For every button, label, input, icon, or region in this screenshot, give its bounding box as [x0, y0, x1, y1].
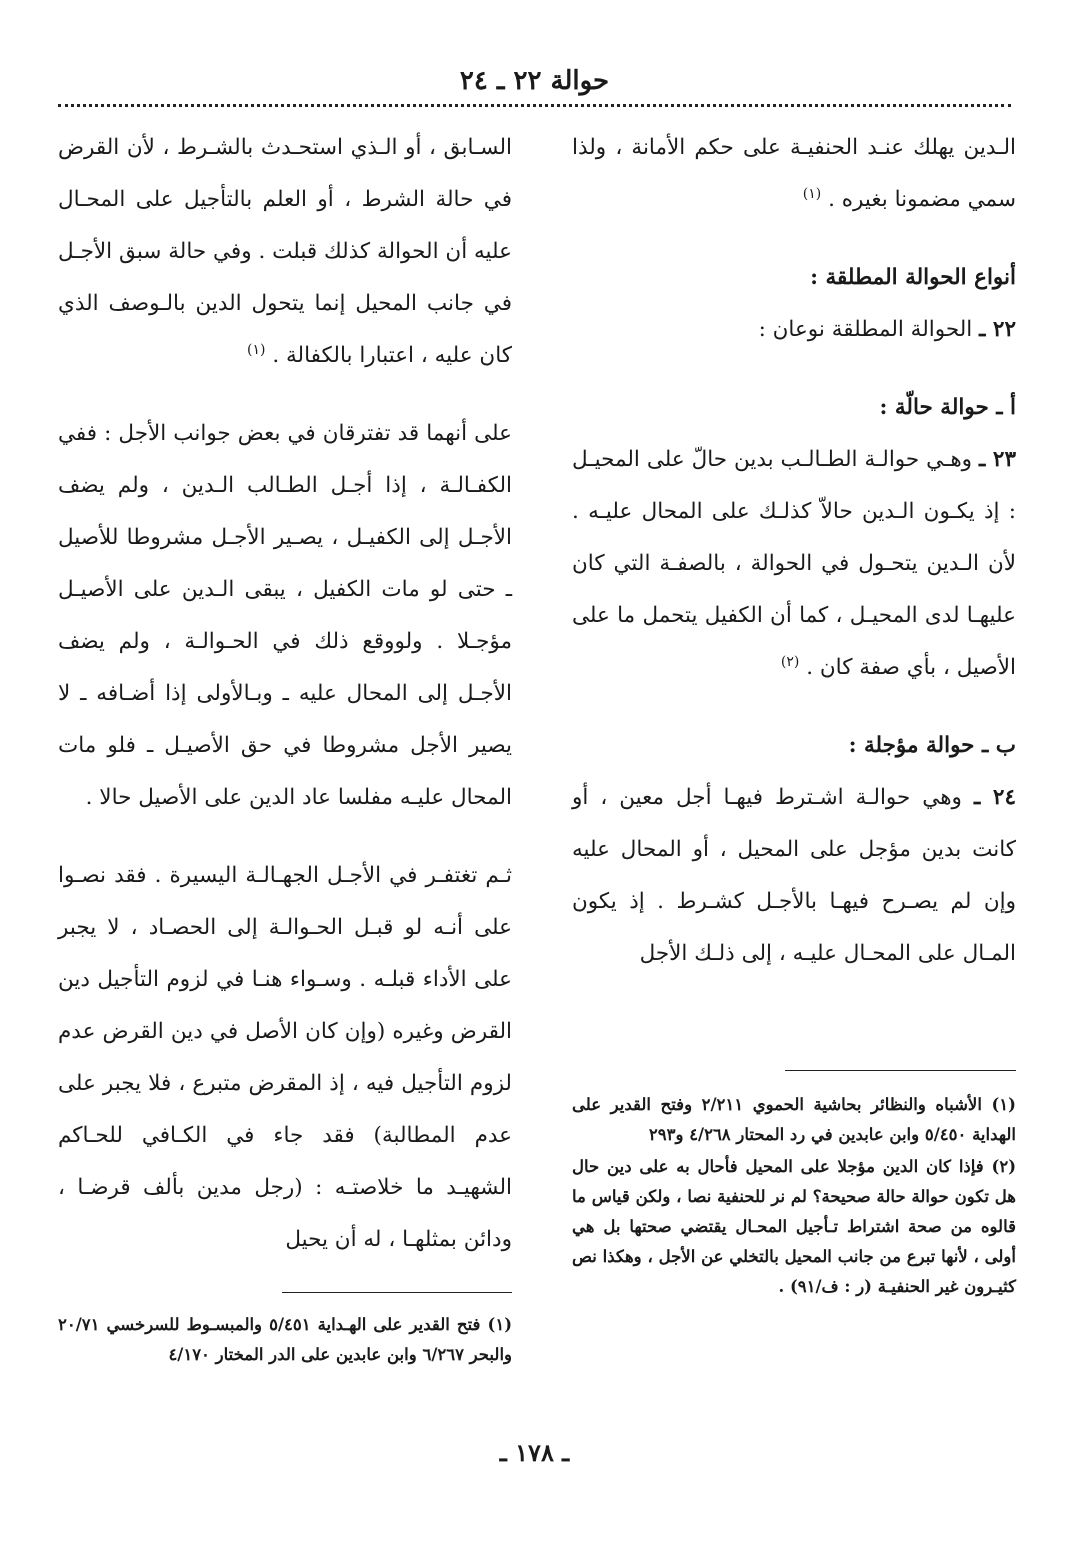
paragraph-number: ٢٤ ـ [973, 785, 1017, 810]
paragraph-text: الحوالة المطلقة نوعان : [758, 317, 973, 342]
heading-hawala-halla: أ ـ حوالة حالّة : [879, 395, 1016, 420]
paragraph-text: وهي حوالـة اشـترط فيهـا أجل معين ، أو كانت بدين مؤجل على المحيل ، أو المحال عليه وإن لم يصـرح فيهـا بالأجـل كشـرط . إذ يكون المـال على المحـال عليـه ، إلى ذلـك الأجل [572, 785, 1016, 966]
paragraph-text: الـدين يهلك عنـد الحنفيـة على حكم الأمانة ، ولذا سمي مضمونا بغيره . [572, 135, 1016, 212]
footnote-ref: (٢) [780, 653, 800, 670]
heading-hawala-muajjala: ب ـ حوالة مؤجلة : [848, 733, 1016, 758]
page-header-title: حوالة ٢٢ ـ ٢٤ [459, 66, 610, 96]
paragraph-amana [572, 122, 1016, 226]
paragraph-number: ٢٢ ـ [979, 317, 1016, 342]
paragraph-24 [572, 772, 1016, 980]
footnote-ref: (١) [247, 341, 266, 358]
paragraph-text: السـابق ، أو الـذي استحـدث بالشـرط ، لأن القرض في حالة الشرط ، أو العلم بالتأجيل على المحـال عليه أن الحوالة كذلك قبلت . وفي حالة سبق الأجـل في جانب المحيل إنما يتحول الدين بالـوصف الذي كان عليه ، اعتبارا بالكفالة . [58, 135, 512, 368]
footnotes-right [572, 1090, 1016, 1304]
right-column [572, 122, 1016, 980]
left-column [58, 122, 512, 1266]
footnote-2: (٢) فإذا كان الدين مؤجلا على المحيل فأحال به على دين حال هل تكون حوالة حالة صحيحة؟ لم نر للحنفية نصا ، ولكن قياس ما قالوه من صحة اشتراط تـأجيل المحـال يقتضي صحتها بل هي أولى ، لأنها تبرع من جانب المحيل بالتخلي عن الأجل ، وهكذا نص كثيـرون غير الحنفيـة (ر : ف/٩١) . [572, 1157, 1016, 1296]
paragraph-23 [572, 434, 1016, 694]
footnote-1: (١) الأشباه والنظائر بحاشية الحموي ٢/٢١١ وفتح القدير على الهداية ٥/٤٥٠ وابن عابدين في رد المحتار ٤/٢٦٨ و٢٩٣ [572, 1095, 1016, 1144]
page-number: ـ ١٧٨ ـ [499, 1438, 570, 1467]
paragraph-number: ٢٣ ـ [979, 447, 1017, 472]
footnote-ref: (١) [802, 185, 822, 202]
paragraph-kafala-difference: على أنهما قد تفترقان في بعض جوانب الأجل : ففي الكفـالـة ، إذا أجـل الطـالب الـدين ، ولم يضف الأجـل إلى الكفيـل ، يصـير الأجـل مشروطا للأصيل ـ حتى لو مات الكفيل ، يبقى الـدين على الأصيـل مؤجـلا . ولووقع ذلك في الحـوالـة ، ولم يضف الأجـل إلى المحال عليه ـ وبـالأولى إذا أضـافه ـ لا يصير الأجل مشروطا في حق الأصيـل ـ فلو مات المحال عليـه مفلسا عاد الدين على الأصيل حالا . [58, 421, 512, 810]
footnote-1: (١) فتح القدير على الهـداية ٥/٤٥١ والمبسـوط للسرخسي ٢٠/٧١ والبحر ٦/٢٦٧ وابن عابدين على الدر المختار ٤/١٧٠ [58, 1315, 512, 1364]
footnotes-left [58, 1310, 512, 1372]
footnote-rule-right [785, 1070, 1016, 1071]
header-dotted-rule [58, 104, 1011, 107]
heading-types: أنواع الحوالة المطلقة : [810, 265, 1016, 290]
paragraph-continuation [58, 122, 512, 382]
footnote-rule-left [282, 1292, 512, 1293]
paragraph-jahala: ثـم تغتفـر في الأجـل الجهـالـة اليسيرة . فقد نصـوا على أنـه لو قبـل الحـوالـة إلى الحصـاد ، لا يجبر على الأداء قبلـه . وسـواء هنـا في لزوم التأجيل دين القرض وغيره (وإن كان الأصل في دين القرض عدم لزوم التأجيل فيه ، إذ المقرض متبرع ، فلا يجبر على عدم المطالبة) فقد جاء في الكـافي للحـاكم الشهيـد ما خلاصتـه : (رجل مدين بألف قرضـا ، ودائن بمثلهـا ، له أن يحيل [58, 863, 512, 1252]
paragraph-22 [572, 304, 1016, 356]
paragraph-text: وهـي حوالـة الطـالـب بدين حالّ على المحيـل : إذ يكـون الـدين حالاّ كذلـك على المحال عليـه . لأن الـدين يتحـول في الحوالة ، بالصفـة التي كان عليهـا لدى المحيـل ، كما أن الكفيل يتحمل ما على الأصيل ، بأي صفة كان . [572, 447, 1016, 680]
